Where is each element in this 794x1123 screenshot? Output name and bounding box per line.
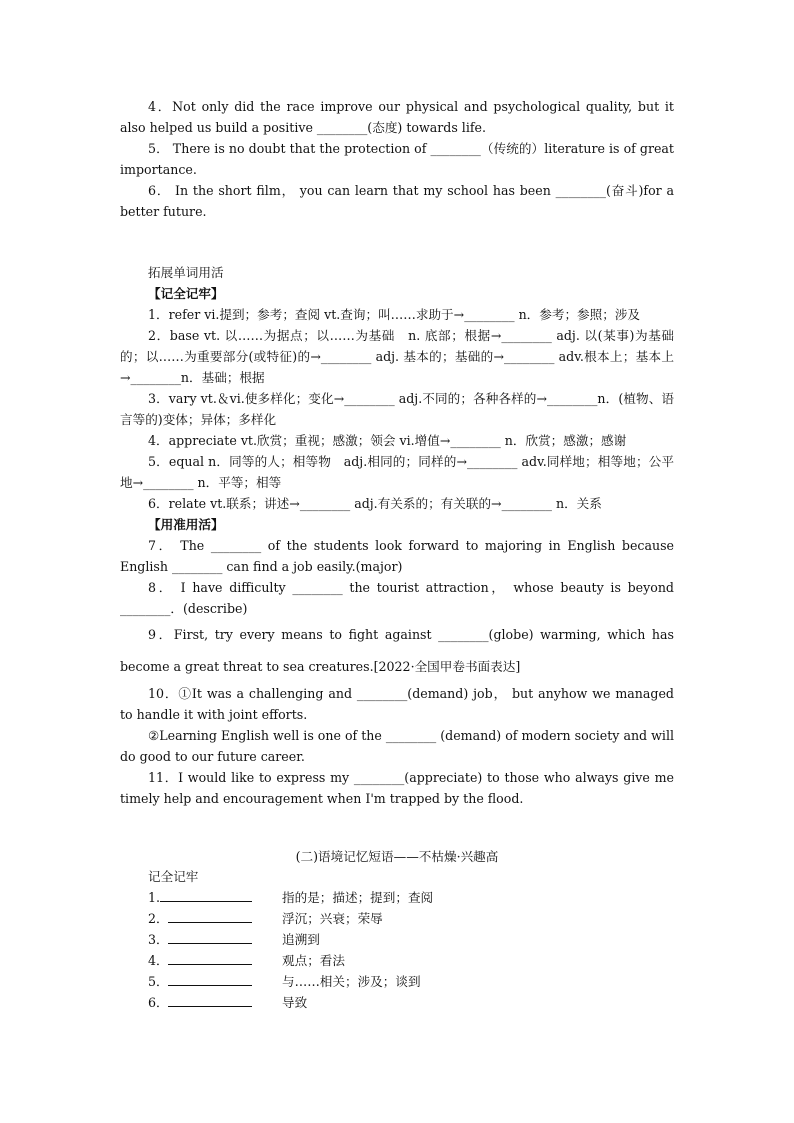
phrase-number: 6． [148,995,169,1010]
usage-item: 11．I would like to express my ________(appreciate) to those who always give me timely help and encouragement when I'm trapped by the flood. [120,770,674,806]
answer-blank[interactable] [168,992,252,1007]
word-entry: 3．vary vt.＆vi.使多样化；变化→________ adj.不同的；各种各样的→________n．(植物、语言等的)变体；异体；多样化 [120,391,674,427]
word-entry: 1．refer vi.提到；参考；查阅 vt.查询；叫……求助于→________ n．参考；参照；涉及 [148,307,641,322]
section-subtitle: 【记全记牢】 [148,286,224,301]
usage-item: ②Learning English well is one of the ________ (demand) of modern society and will do good to our future career. [120,728,674,764]
phrase-meaning: 浮沉；兴衰；荣辱 [282,911,383,926]
phrase-row [148,887,252,908]
vocabulary-expansion-section [120,262,674,809]
section-heading: (二)语境记忆短语——不枯燥·兴趣高 [295,849,499,864]
phrase-meaning: 与……相关；涉及；谈到 [282,974,421,989]
phrase-row [148,908,252,929]
usage-item: 7． The ________ of the students look forward to majoring in English because English ________ can find a job easily.(major) [120,538,674,574]
exercise-item: 6． In the short film， you can learn that my school has been ________(奋斗)for a better future. [120,183,674,219]
phrase-number: 5． [148,974,169,989]
section-subtitle: 记全记牢 [148,869,199,884]
phrase-number: 3． [148,932,169,947]
usage-item: 8． I have difficulty ________ the tourist attraction， whose beauty is beyond ________．(describe) [120,580,674,616]
section-subtitle: 【用准用活】 [148,517,224,532]
phrase-row [148,929,252,950]
exercise-block-1 [120,96,674,222]
phrase-number: 2． [148,911,169,926]
phrase-row [148,950,252,971]
word-entry: 4．appreciate vt.欣赏；重视；感激；领会 vi.增值→________ n．欣赏；感激；感谢 [148,433,627,448]
word-entry: 6．relate vt.联系；讲述→________ adj.有关系的；有关联的→________ n．关系 [148,496,602,511]
section-title: 拓展单词用活 [148,265,224,280]
answer-blank[interactable] [168,908,252,923]
answer-blank[interactable] [168,929,252,944]
answer-blank[interactable] [160,887,252,902]
usage-item: 9．First, try every means to fight against ________(globe) warming, which has become a great threat to sea creatures.[2022·全国甲卷书面表达] [120,627,674,674]
phrase-number: 1. [148,890,161,905]
answer-blank[interactable] [168,950,252,965]
phrase-meaning: 导致 [282,995,308,1010]
phrase-row [148,992,252,1013]
phrase-meaning: 指的是；描述；提到；查阅 [282,890,434,905]
answer-blank[interactable] [168,971,252,986]
word-entry: 2．base vt. 以……为据点；以……为基础 n. 底部；根据→________ adj. 以(某事)为基础的；以……为重要部分(或特征)的→________ adj. 基本的；基础的→________ adv.根本上；基本上→________n．基础；根据 [120,328,674,385]
word-entry: 5．equal n．同等的人；相等物 adj.相同的；同样的→________ adv.同样地；相等地；公平地→________ n．平等；相等 [120,454,674,490]
phrase-meaning: 追溯到 [282,932,320,947]
exercise-item: 5． There is no doubt that the protection of ________（传统的）literature is of great importance. [120,141,674,177]
usage-item: 10．①It was a challenging and ________(demand) job， but anyhow we managed to handle it with joint efforts. [120,686,674,722]
exercise-item: 4．Not only did the race improve our physical and psychological quality, but it also helped us build a positive ________(态度) towards life. [120,99,674,135]
phrase-row [148,971,252,992]
phrase-number: 4． [148,953,169,968]
phrase-meaning: 观点；看法 [282,953,345,968]
